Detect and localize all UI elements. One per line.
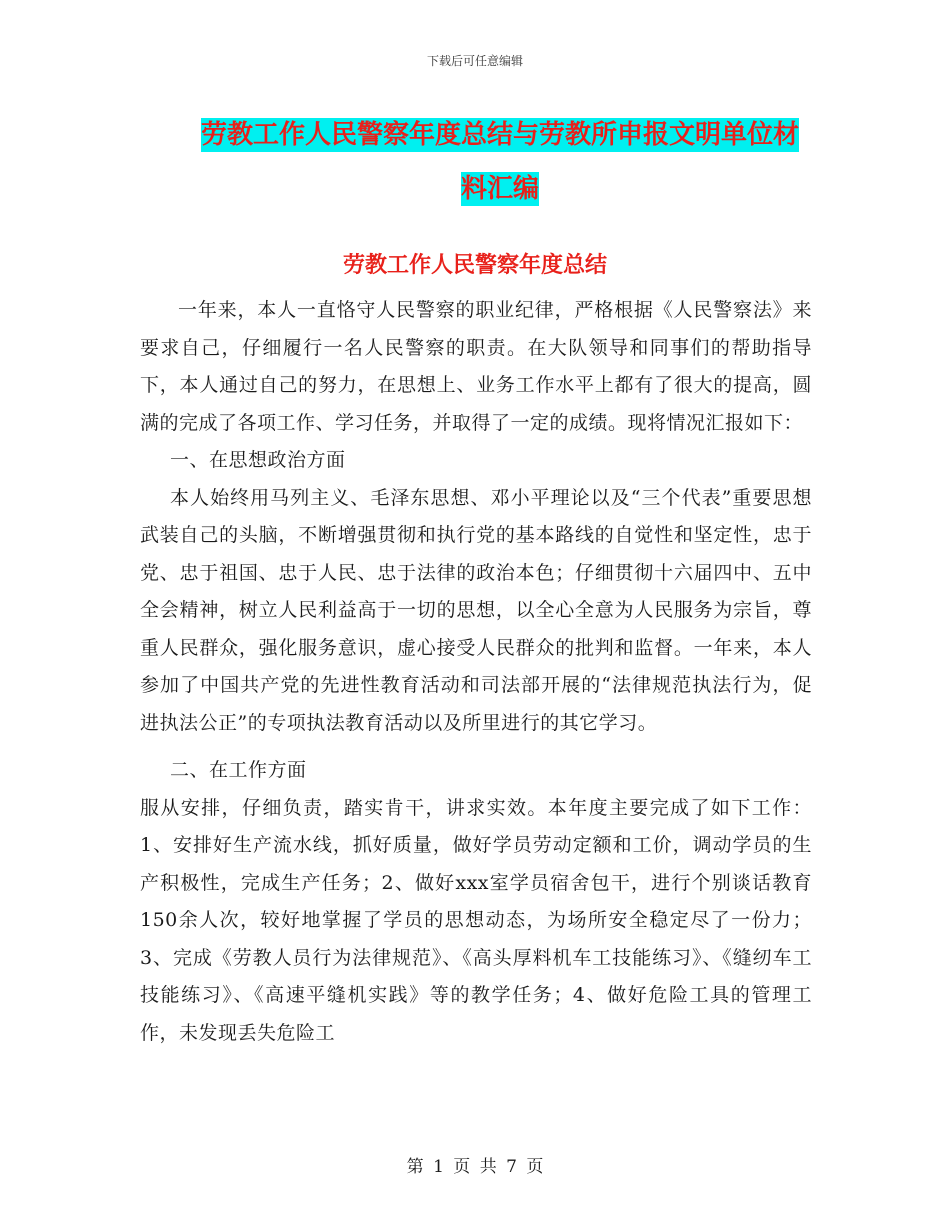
heading-political: 一、在思想政治方面 [170,449,346,471]
paragraph-intro: 一年来，本人一直恪守人民警察的职业纪律，严格根据《人民警察法》来要求自己，仔细履行一名人民警察的职责。在大队领导和同事们的帮助指导下，本人通过自己的努力，在思想上、业务工作水平上都有了很大的提高，圆满的完成了各项工作、学习任务，并取得了一定的成绩。现将情况汇报如下： [140,299,812,434]
document-body [140,292,812,1052]
paragraph-work: 服从安排，仔细负责，踏实肯干，讲求实效。本年度主要完成了如下工作：1、安排好生产流水线，抓好质量，做好学员劳动定额和工价，调动学员的生产积极性，完成生产任务；2、做好xxx室学员宿舍包干，进行个别谈话教育150余人次，较好地掌握了学员的思想动态，为场所安全稳定尽了一份力；3、完成《劳教人员行为法律规范》、《高头厚料机车工技能练习》、《缝纫车工技能练习》、《高速平缝机实践》等的教学任务；4、做好危险工具的管理工作，未发现丢失危险工 [140,796,812,1044]
title-line-1: 劳教工作人民警察年度总结与劳教所申报文明单位材 [200,120,799,150]
paragraph-political: 本人始终用马列主义、毛泽东思想、邓小平理论以及“三个代表”重要思想武装自己的头脑，不断增强贯彻和执行党的基本路线的自觉性和坚定性，忠于党、忠于祖国、忠于人民、忠于法律的政治本色；仔细贯彻十六届四中、五中全会精神，树立人民利益高于一切的思想，以全心全意为人民服务为宗旨，尊重人民群众，强化服务意识，虚心接受人民群众的批判和监督。一年来，本人参加了中国共产党的先进性教育活动和司法部开展的“法律规范执法行为，促进执法公正”的专项执法教育活动以及所里进行的其它学习。 [140,486,812,734]
heading-work: 二、在工作方面 [170,759,307,781]
header-note: 下载后可任意编辑 [426,54,523,68]
document-title [140,108,860,216]
section-title: 劳教工作人民警察年度总结 [342,253,607,278]
title-line-2: 料汇编 [460,174,539,204]
page-footer: 第 1 页 共 7 页 [406,1157,544,1177]
